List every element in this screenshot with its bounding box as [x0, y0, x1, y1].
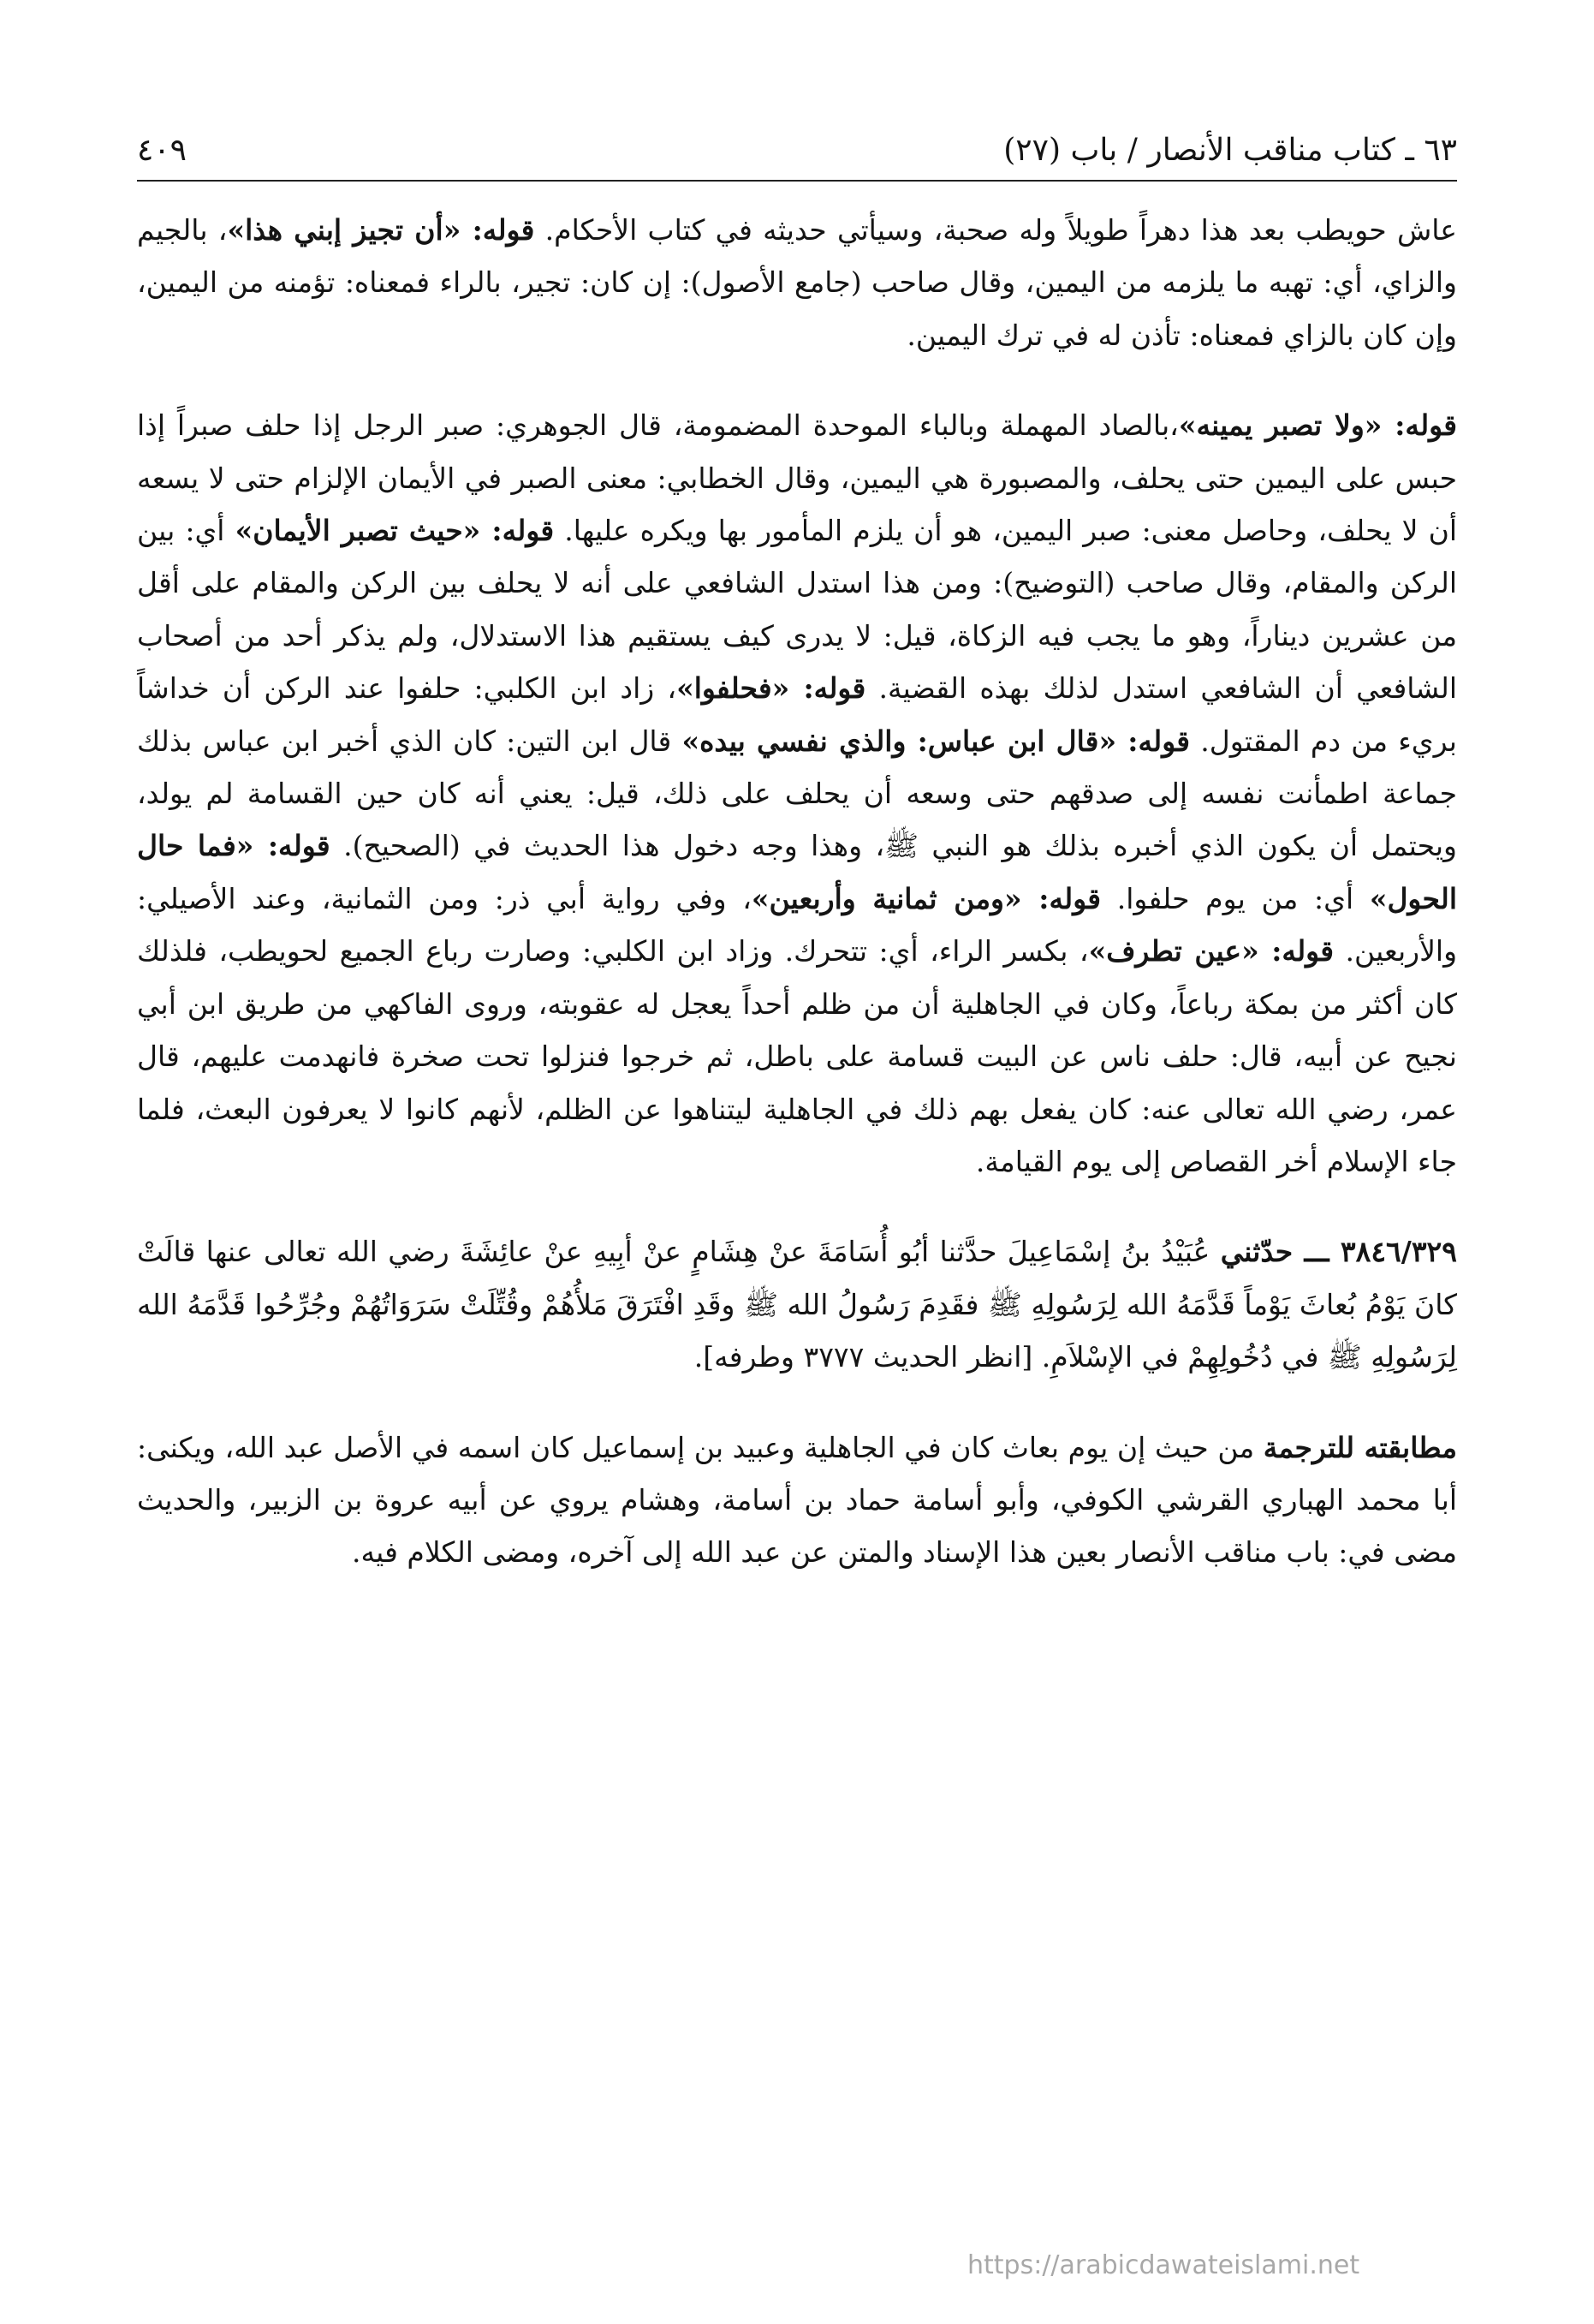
site-watermark: https://arabicdawateislami.net	[967, 2250, 1360, 2280]
commentary-paragraph	[137, 1421, 1457, 1579]
bold-phrase: قوله: «ومن ثمانية وأربعين»	[751, 881, 1102, 915]
page-number: ٤٠٩	[137, 133, 187, 168]
bold-phrase: قوله: «فما حال الحول»	[137, 829, 1458, 915]
bold-phrase: مطابقته للترجمة	[1263, 1430, 1457, 1464]
text-run: ، بالجيم والزاي، أي: تهبه ما يلزمه من اليمين، وقال صاحب (جامع الأصول): إن كان: تجير، بالراء فمعناه: تؤمنه من اليمين، وإن كان بالزاي فمعناه: تأذن له في ترك اليمين.	[137, 213, 1457, 352]
text-run: قال ابن التين: كان الذي أخبر ابن عباس بذلك جماعة اطمأنت نفسه إلى صدقهم حتى وسعه أن يحلف على ذلك، قيل: يعني أنه كان حين القسامة لم يولد، ويحتمل أن يكون الذي أخبره بذلك هو النبي ﷺ، وهذا وجه دخول هذا الحديث في (الصحيح).	[137, 724, 1457, 863]
paragraph-gap	[137, 1188, 1457, 1225]
bold-phrase: قوله: «ولا تصبر يمينه»	[1178, 408, 1457, 443]
hadith-text	[137, 1225, 1457, 1383]
bold-phrase: قوله: «عين تطرف»	[1088, 934, 1334, 968]
page-content	[137, 204, 1457, 1579]
running-title: ٦٣ ـ كتاب مناقب الأنصار / باب (٢٧)	[1003, 133, 1457, 168]
commentary-paragraph	[137, 399, 1457, 1188]
bold-phrase: قوله: «أن تجيز إبني هذا»	[227, 213, 535, 247]
paragraph-gap	[137, 1384, 1457, 1421]
text-run: أي: من يوم حلفوا.	[1101, 881, 1370, 915]
text-run: ، وفي رواية أبي ذر: ومن الثمانية، وعند الأصيلي: والأربعين.	[137, 881, 1458, 968]
bold-phrase: قوله: «حيث تصبر الأيمان»	[235, 514, 555, 548]
bold-phrase: ٣٨٤٦/٣٢٩ ـــ حدّثني	[1220, 1235, 1457, 1269]
bold-phrase: قوله: «فحلفوا»	[676, 671, 866, 706]
paragraph-gap	[137, 361, 1457, 399]
text-run: ،بالصاد المهملة وبالباء الموحدة المضمومة، قال الجوهري: صبر الرجل إذا حلف صبراً إذا حبس على اليمين حتى يحلف، والمصبورة هي اليمين، وقال الخطابي: معنى الصبر في الأيمان الإلزام حتى لا يسعه أن لا يحلف، وحاصل معنى: صبر اليمين، هو أن يلزم المأمور بها ويكره عليها.	[137, 408, 1457, 548]
text-run: أي: بين الركن والمقام، وقال صاحب (التوضيح): ومن هذا استدل الشافعي على أنه لا يحلف بين الركن والمقام على أقل من عشرين ديناراً، وهو ما يجب فيه الزكاة، قيل: لا يدرى كيف يستقيم هذا الاستدلال، ولم يذكر أحد من أصحاب الشافعي أن الشافعي استدل لذلك بهذه القضية.	[137, 514, 1457, 706]
commentary-paragraph	[137, 204, 1457, 361]
text-run: من حيث إن يوم بعاث كان في الجاهلية وعبيد بن إسماعيل كان اسمه في الأصل عبد الله، ويكنى: أبا محمد الهباري القرشي الكوفي، وأبو أسامة حماد بن أسامة، وهشام يروي عن أبيه عروة بن الزبير، والحديث مضى في: باب مناقب الأنصار بعين هذا الإسناد والمتن عن عبد الله إلى آخره، ومضى الكلام فيه.	[137, 1430, 1457, 1570]
bold-phrase: قوله: «قال ابن عباس: والذي نفسي بيده»	[681, 724, 1191, 758]
text-run: عُبَيْدُ بنُ إسْمَاعِيلَ حدَّثنا أبُو أُسَامَةَ عنْ هِشَامٍ عنْ أبِيهِ عنْ عائِشَةَ رضي الله تعالى عنها قالَتْ كانَ يَوْمُ بُعاثَ يَوْماً قَدَّمَهُ الله لِرَسُولِهِ ﷺ فقَدِمَ رَسُولُ الله ﷺ وقَدِ افْتَرَقَ مَلأُهُمْ وقُتِّلَتْ سَرَوَاتُهُمْ وجُرِّحُوا قَدَّمَهُ الله لِرَسُولِهِ ﷺ في دُخُولِهِمْ في الإسْلاَمِ. [انظر الحديث ٣٧٧٧ وطرفه].	[137, 1235, 1457, 1374]
text-run: ، بكسر الراء، أي: تتحرك. وزاد ابن الكلبي: وصارت رباع الجميع لحويطب، فلذلك كان أكثر من بمكة رباعاً، وكان في الجاهلية أن من ظلم أحداً يعجل له عقوبته، وروى الفاكهي من طريق ابن أبي نجيح عن أبيه، قال: حلف ناس عن البيت قسامة على باطل، ثم خرجوا فنزلوا تحت صخرة فانهدمت عليهم، قال عمر، رضي الله تعالى عنه: كان يفعل بهم ذلك في الجاهلية ليتناهوا عن الظلم، لأنهم كانوا لا يعرفون البعث، فلما جاء الإسلام أخر القصاص إلى يوم القيامة.	[137, 934, 1457, 1178]
text-run: عاش حويطب بعد هذا دهراً طويلاً وله صحبة، وسيأتي حديثه في كتاب الأحكام.	[534, 213, 1457, 247]
text-run: ، زاد ابن الكلبي: حلفوا عند الركن أن خداشاً بريء من دم المقتول.	[137, 671, 1457, 758]
page-header	[137, 128, 1457, 182]
